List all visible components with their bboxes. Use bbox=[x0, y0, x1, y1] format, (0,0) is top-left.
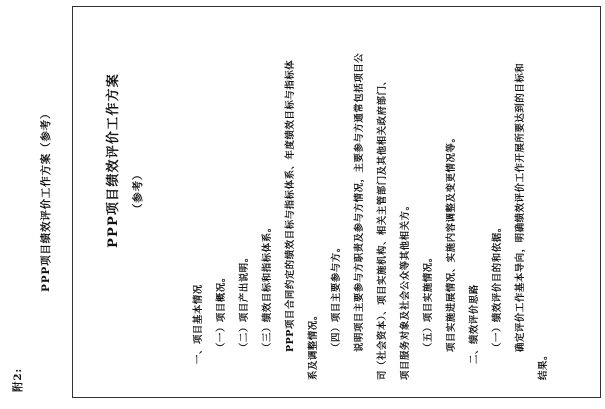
paragraph-line: 说明项目主要参与方职责及参与方情况，主要参与方通常包括项目公 bbox=[354, 52, 365, 352]
document-subtitle: （参考） bbox=[132, 168, 144, 214]
side-title: PPP项目绩效评价工作方案（参考） bbox=[40, 107, 52, 292]
paragraph-line: 司（社会资本）、项目实施机构、相关主管部门及其他相关政府部门、 bbox=[377, 75, 388, 380]
paragraph-line: 确定评价工作基本导向，明确绩效评价工作开展所要达到的目标和 bbox=[515, 62, 526, 352]
paragraph-line: 结果。 bbox=[538, 350, 549, 380]
paragraph-line: 项目服务对象及社会公众等其他相关方。 bbox=[400, 200, 411, 380]
subsection-heading: （一）项目概况。 bbox=[216, 272, 227, 352]
subsection-heading: （四）项目主要参与方。 bbox=[331, 242, 342, 352]
document-title: PPP项目绩效评价工作方案 bbox=[106, 73, 121, 248]
paragraph-line: 系及调整情况。 bbox=[308, 310, 319, 380]
section-heading: 二、绩效评价思路 bbox=[469, 284, 480, 364]
subsection-heading: （一）绩效评价目的和依据。 bbox=[492, 222, 503, 352]
subsection-heading: （三）绩效目标和指标体系。 bbox=[262, 222, 273, 352]
subsection-heading: （二）项目产出说明。 bbox=[239, 252, 250, 352]
subsection-heading: （五）项目实施情况。 bbox=[423, 252, 434, 352]
section-heading: 一、项目基本情况 bbox=[193, 284, 204, 364]
paragraph-line: PPP项目合同约定的绩效目标与指标体系、年度绩效目标与指标体 bbox=[285, 59, 296, 352]
appendix-label: 附2: bbox=[12, 367, 24, 392]
paragraph-line: 项目实施进展情况、实施内容调整及变更情况等。 bbox=[446, 132, 457, 352]
